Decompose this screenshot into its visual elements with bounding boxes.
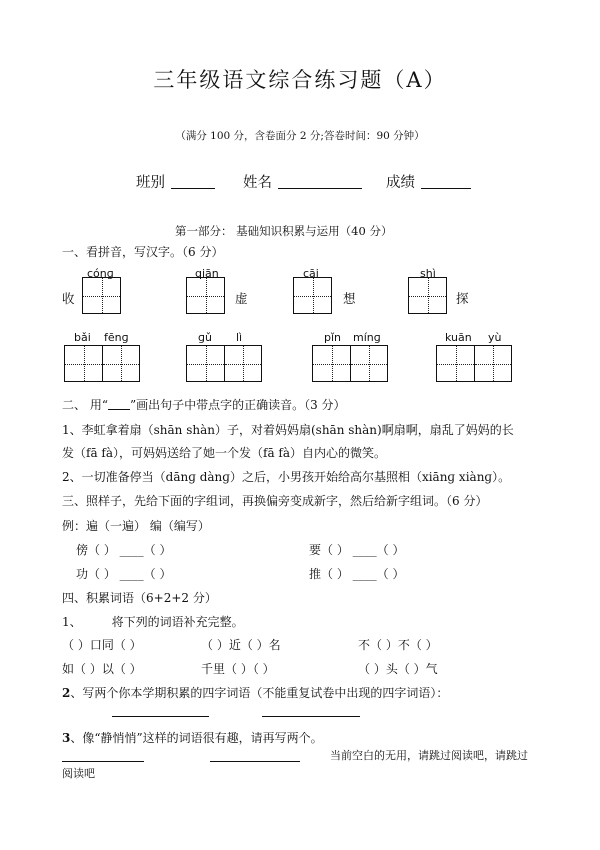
q1-title: 一、看拼音，写汉字。（6 分） — [62, 245, 224, 259]
q4-sub1-text: 将下列的词语补充完整。 — [111, 615, 244, 629]
given-char: 探 — [456, 291, 469, 306]
q3-row-item[interactable]: 功（ ） ____（ ） — [76, 567, 172, 581]
answer-blank[interactable] — [262, 715, 360, 717]
filler-note-cont: 阅读吧 — [62, 767, 95, 780]
q2-line: 2、一切准备停当（dānɡ dànɡ）之后，小男孩开始给高尔基照相（xiānɡ xiànɡ）。 — [62, 470, 511, 484]
idiom-item[interactable]: （ ）头（ ）气 — [358, 662, 438, 676]
idiom-item[interactable]: （ ）近（ ）名 — [201, 638, 281, 652]
given-char: 收 — [62, 291, 75, 306]
q2-line: 1、李虹拿着扇（shān shàn）子，对着妈妈扇(shān shàn)啊扇啊，扇乱了妈妈的长 — [62, 423, 514, 437]
name-field — [243, 171, 362, 192]
q3-row-item[interactable]: 要（ ） ____（ ） — [309, 543, 405, 557]
pinyin-label: cónɡ — [87, 267, 114, 280]
writing-grid[interactable] — [82, 277, 121, 314]
q4-sub2 — [62, 684, 448, 701]
pinyin-label: bǎi — [74, 331, 91, 344]
writing-grid[interactable] — [436, 345, 512, 382]
writing-grid[interactable] — [186, 345, 262, 382]
filler-note: 当前空白的无用，请跳过阅读吧，请跳过 — [330, 749, 528, 762]
q3-title: 三、照样子，先给下面的字组词，再换偏旁变成新字，然后给新字组词。（6 分） — [62, 494, 488, 508]
pinyin-label: shì — [420, 267, 436, 280]
name-label: 姓名 — [243, 175, 272, 191]
subtitle: （满分 100 分，含卷面分 2 分;答卷时间：90 分钟） — [175, 130, 425, 142]
pinyin-label: yù — [488, 331, 502, 344]
writing-grid[interactable] — [64, 345, 140, 382]
q2-title — [62, 396, 346, 413]
q4-sub3-text: 、像“静悄悄”这样的词语很有趣，请再写两个。 — [70, 731, 323, 745]
writing-grid[interactable] — [408, 277, 447, 314]
idiom-item[interactable]: 不（ ）不（ ） — [358, 638, 438, 652]
name-blank[interactable] — [278, 174, 362, 189]
q4-sub3-num: 3 — [62, 731, 71, 745]
writing-grid[interactable] — [186, 277, 225, 314]
q2-title-pre: 二、 用“ — [62, 398, 108, 412]
q4-sub1 — [62, 613, 244, 630]
answer-blank[interactable] — [112, 715, 209, 717]
given-char: 虚 — [235, 291, 248, 306]
pinyin-label: kuān — [445, 331, 472, 344]
class-label: 班别 — [136, 175, 165, 191]
q4-sub2-text: 、写两个你本学期积累的四字词语（不能重复试卷中出现的四字词语）： — [70, 686, 449, 700]
writing-grid[interactable] — [312, 345, 388, 382]
idiom-item[interactable]: 千里（ ）（ ） — [201, 662, 275, 676]
pinyin-label: fēnɡ — [104, 331, 129, 344]
given-char: 想 — [343, 291, 356, 306]
idiom-item[interactable]: 如（ ）以（ ） — [62, 662, 142, 676]
idiom-item[interactable]: （ ）口同（ ） — [62, 638, 142, 652]
class-field — [136, 171, 215, 192]
q4-sub3 — [62, 729, 323, 746]
q4-sub1-num: 1、 — [62, 615, 82, 629]
underline-sample — [108, 397, 130, 410]
q3-row-item[interactable]: 傍（ ） ____（ ） — [76, 543, 172, 557]
q2-line: 发（fā fà），可妈妈送给了她一个发（fā fà）自内心的微笑。 — [62, 446, 387, 460]
class-blank[interactable] — [171, 174, 215, 189]
score-blank[interactable] — [421, 174, 471, 189]
pinyin-label: lì — [236, 331, 243, 344]
q3-row-item[interactable]: 推（ ） ____（ ） — [309, 567, 405, 581]
pinyin-label: mínɡ — [353, 331, 381, 344]
score-label: 成绩 — [386, 175, 415, 191]
q4-sub2-num: 2 — [62, 686, 71, 700]
pinyin-label: cāi — [303, 267, 319, 280]
answer-blank[interactable] — [210, 760, 300, 762]
q3-example: 例：遍（一遍） 编（编写） — [62, 519, 210, 533]
pinyin-label: ɡǔ — [198, 331, 212, 344]
writing-grid[interactable] — [293, 277, 332, 314]
pinyin-label: qiān — [195, 267, 219, 280]
score-field — [386, 171, 471, 192]
answer-blank[interactable] — [62, 760, 144, 762]
page-title: 三年级语文综合练习题（A） — [153, 68, 447, 92]
q2-title-post: ”画出句子中带点字的正确读音。（3 分） — [129, 398, 346, 412]
q4-title: 四、积累词语（6+2+2 分） — [62, 591, 217, 605]
pinyin-label: pǐn — [324, 331, 342, 344]
part-one-heading: 第一部分： 基础知识积累与运用（40 分） — [175, 224, 393, 238]
